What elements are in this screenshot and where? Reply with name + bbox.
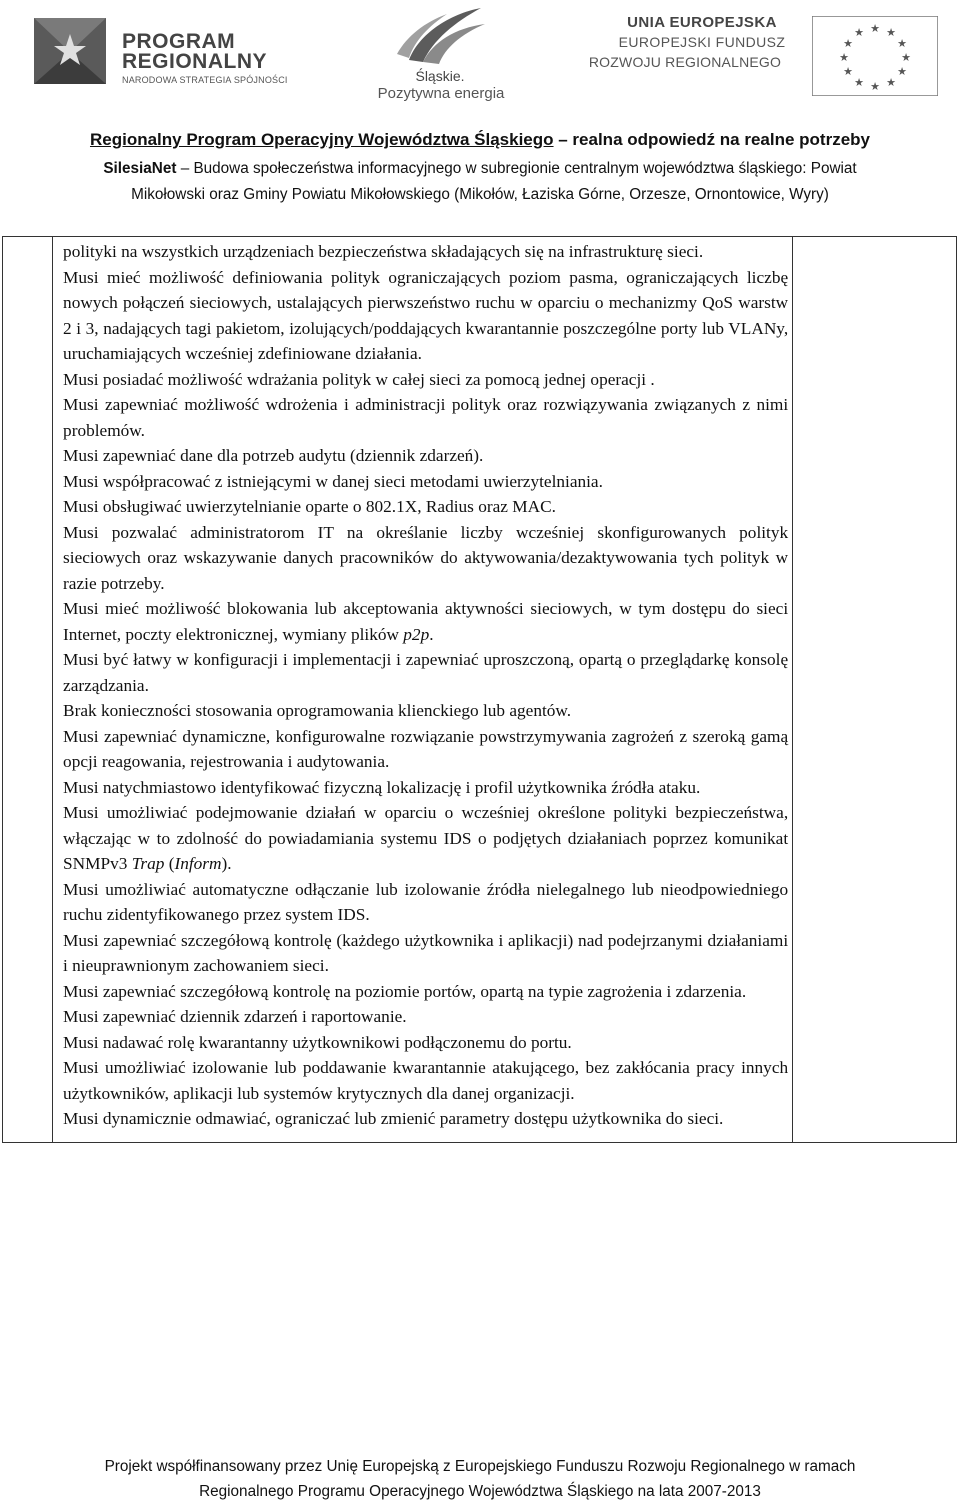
eu-line1: UNIA EUROPEJSKA bbox=[627, 14, 777, 31]
p2p-italic: p2p bbox=[403, 624, 430, 644]
table-cell-empty bbox=[793, 237, 957, 1143]
svg-text:★: ★ bbox=[854, 76, 864, 89]
svg-text:★: ★ bbox=[886, 76, 896, 89]
requirement-text: Musi umożliwiać podejmowanie działań w oparciu o wcześniej określone polityki bezpieczeństwa, włączając w to zdolność do powiadamiania systemu IDS o podjętych działaniach poprzez komunikat SNMPv3 bbox=[63, 803, 789, 873]
svg-text:★: ★ bbox=[897, 37, 907, 50]
program-title-underlined: Regionalny Program Operacyjny Województwa Śląskiego bbox=[89, 130, 554, 149]
project-line-1-rest: – Budowa społeczeństwa informacyjnego w subregionie centralnym województwa śląskiego: Powiat bbox=[176, 160, 857, 177]
project-line-2: Mikołowski oraz Gminy Powiatu Mikołowskiego (Mikołów, Łaziska Górne, Orzesze, Ornontowice, Wyry) bbox=[131, 186, 829, 203]
program-title bbox=[0, 124, 960, 156]
eu-line2: EUROPEJSKI FUNDUSZ bbox=[618, 34, 786, 50]
slaskie-logo bbox=[355, 4, 515, 104]
requirement-item: Musi współpracować z istniejącymi w danej sieci metodami uwierzytelniania. bbox=[63, 471, 603, 491]
eu-logo bbox=[560, 14, 950, 94]
requirement-item: Musi mieć możliwość definiowania polityk ograniczających poziom pasma, ograniczających liczbę nowych połączeń sieciowych, ustalających pierwszeństwo ruchu w oparciu o mechanizmy QoS warstw 2 i 3, nadających tagi pakietom, izolujących/poddających kwarantannie poszczególne porty lub VLANy, uruchamiających wcześniej zdefiniowane działania. bbox=[63, 267, 789, 363]
requirement-item: Musi zapewniać dynamiczne, konfigurowalne rozwiązanie powstrzymywania zagrożeń z szeroką gamą opcji reagowania, rejestrowania i audytowania. bbox=[63, 726, 789, 771]
requirement-item bbox=[63, 800, 788, 877]
slaskie-line1: Śląskie. bbox=[415, 68, 465, 84]
requirement-item: Musi zapewniać dziennik zdarzeń i raportowanie. bbox=[63, 1007, 407, 1026]
program-regionalny-line1: PROGRAM bbox=[122, 30, 236, 53]
requirement-text: Musi mieć możliwość blokowania lub akceptowania aktywności sieciowych, w tym dostępu do sieci Internet, poczty elektronicznej, wymiany plików bbox=[63, 599, 789, 644]
trap-italic: Trap bbox=[131, 854, 165, 873]
requirement-item: Musi zapewniać możliwość wdrożenia i administracji polityk oraz rozwiązywania związanych z nimi problemów. bbox=[63, 395, 789, 440]
open-paren: ( bbox=[164, 854, 175, 873]
inform-italic: Inform bbox=[174, 854, 222, 873]
table-row bbox=[3, 237, 957, 1143]
requirement-item: Musi umożliwiać izolowanie lub poddawanie kwarantannie atakującego, bez zakłócania pracy innych użytkowników, aplikacji lub systemów krytycznych dla danej organizacji. bbox=[63, 1058, 789, 1103]
requirement-item: polityki na wszystkich urządzeniach bezpieczeństwa składających się na infrastrukturę sieci. bbox=[63, 242, 704, 261]
program-regionalny-line2: REGIONALNY bbox=[122, 50, 268, 73]
eu-flag-icon bbox=[812, 16, 938, 96]
requirement-item: Musi zapewniać dane dla potrzeb audytu (dziennik zdarzeń). bbox=[63, 446, 484, 465]
requirements-cell bbox=[53, 237, 793, 1143]
footer-line-2: Regionalnego Programu Operacyjnego Województwa Śląskiego na lata 2007-2013 bbox=[199, 1483, 761, 1500]
requirement-item: Musi posiadać możliwość wdrażania polityk w całej sieci za pomocą jednej operacji . bbox=[63, 369, 655, 389]
svg-text:★: ★ bbox=[843, 37, 853, 50]
eu-line3: ROZWOJU REGIONALNEGO bbox=[588, 54, 782, 70]
requirement-item: Musi zapewniać szczegółową kontrolę (każdego użytkownika i aplikacji) nad podejrzanymi działaniami i nieuprawnionym zachowaniem sieci. bbox=[63, 930, 789, 975]
project-name: SilesiaNet bbox=[103, 160, 177, 177]
program-regionalny-logo bbox=[26, 12, 326, 92]
svg-text:★: ★ bbox=[901, 51, 911, 64]
requirement-item: Brak konieczności stosowania oprogramowania klienckiego lub agentów. bbox=[63, 701, 572, 720]
requirement-item: Musi nadawać rolę kwarantanny użytkownikowi podłączonemu do portu. bbox=[63, 1032, 572, 1052]
document-header bbox=[0, 124, 960, 208]
slaskie-icon bbox=[389, 4, 489, 66]
svg-text:★: ★ bbox=[886, 26, 896, 39]
requirement-item: Musi natychmiastowo identyfikować fizyczną lokalizację i profil użytkownika źródła ataku. bbox=[63, 777, 701, 797]
requirement-item: Musi obsługiwać uwierzytelnianie oparte o 802.1X, Radius oraz MAC. bbox=[63, 497, 556, 516]
table-cell-number bbox=[3, 237, 53, 1143]
project-line-1 bbox=[0, 156, 960, 182]
svg-text:★: ★ bbox=[897, 65, 907, 78]
program-regionalny-icon bbox=[26, 12, 114, 90]
logo-bar bbox=[0, 0, 960, 110]
requirement-text-end: . bbox=[429, 624, 434, 644]
program-regionalny-line3: NARODOWA STRATEGIA SPÓJNOŚCI bbox=[122, 75, 288, 85]
svg-text:★: ★ bbox=[839, 51, 849, 64]
svg-text:★: ★ bbox=[843, 65, 853, 78]
program-title-rest: – realna odpowiedź na realne potrzeby bbox=[553, 130, 870, 149]
svg-text:★: ★ bbox=[870, 22, 880, 35]
slaskie-line2: Pozytywna energia bbox=[377, 85, 505, 102]
requirement-item: Musi zapewniać szczegółową kontrolę na poziomie portów, opartą na typie zagrożenia i zdarzenia. bbox=[63, 981, 747, 1001]
footer-line-1: Projekt współfinansowany przez Unię Europejską z Europejskiego Funduszu Rozwoju Regionalnego w ramach bbox=[104, 1458, 856, 1475]
close-paren: ). bbox=[221, 854, 232, 873]
requirements-table bbox=[2, 236, 957, 1143]
document-footer bbox=[0, 1454, 960, 1504]
requirement-item: Musi pozwalać administratorom IT na określanie liczby wcześniej skonfigurowanych polityk sieciowych oraz wskazywanie danych pracowników do aktywowania/dezaktywowania tych polityk w razie potrzeby. bbox=[63, 522, 789, 593]
requirement-item: Musi być łatwy w konfiguracji i implementacji i zapewniać uproszczoną, opartą o przeglądarkę konsolę zarządzania. bbox=[63, 650, 789, 695]
requirement-item: Musi dynamicznie odmawiać, ograniczać lub zmienić parametry dostępu użytkownika do sieci. bbox=[63, 1109, 724, 1128]
svg-text:★: ★ bbox=[870, 80, 880, 93]
requirement-item: Musi umożliwiać automatyczne odłączanie lub izolowanie źródła nielegalnego lub nieodpowiedniego ruchu zidentyfikowanego przez system IDS. bbox=[63, 879, 789, 924]
requirement-item bbox=[63, 596, 788, 647]
svg-text:★: ★ bbox=[854, 26, 864, 39]
